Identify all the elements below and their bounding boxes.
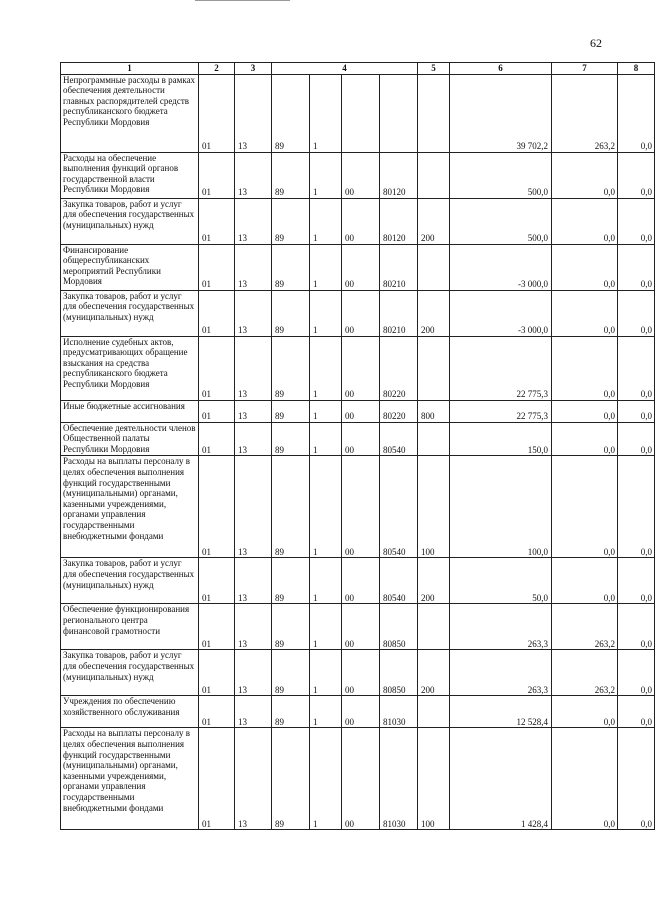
col-amount-8: 0,0 <box>618 604 655 650</box>
col-amount-8: 0,0 <box>618 728 655 830</box>
col-program: 89 <box>272 456 310 558</box>
col-direction: 80540 <box>380 558 418 604</box>
header-col-7: 7 <box>552 63 618 75</box>
col-amount-6: 263,3 <box>450 604 552 650</box>
row-name-cell <box>61 696 199 728</box>
col-program: 89 <box>272 558 310 604</box>
col-subprogram: 1 <box>310 152 342 198</box>
col-subprogram: 1 <box>310 696 342 728</box>
table-row <box>61 422 655 456</box>
row-name: Исполнение судебных актов, предусматривающих обращение взыскания на средства республиканского бюджета Республики Мордовия <box>63 336 188 389</box>
col-subprogram: 1 <box>310 198 342 244</box>
col-amount-8: 0,0 <box>618 400 655 422</box>
col-event: 00 <box>342 290 380 336</box>
table-row <box>61 290 655 336</box>
col-direction: 81030 <box>380 728 418 830</box>
col-program: 89 <box>272 728 310 830</box>
row-name: Непрограммные расходы в рамках обеспечения деятельности главных распорядителей средств республиканского бюджета Республики Мордовия <box>63 74 196 127</box>
col-amount-6: -3 000,0 <box>450 244 552 290</box>
col-subprogram: 1 <box>310 244 342 290</box>
row-name: Закупка товаров, работ и услуг для обеспечения государственных (муниципальных) нужд <box>63 290 195 322</box>
col-section: 01 <box>199 728 235 830</box>
col-event: 00 <box>342 152 380 198</box>
row-name: Учреждения по обеспечению хозяйственного обслуживания <box>63 696 180 717</box>
table-row <box>61 558 655 604</box>
col-event: 00 <box>342 456 380 558</box>
col-event: 00 <box>342 198 380 244</box>
row-name: Закупка товаров, работ и услуг для обеспечения государственных (муниципальных) нужд <box>63 650 195 682</box>
row-name-cell <box>61 604 199 650</box>
col-amount-8: 0,0 <box>618 558 655 604</box>
row-name: Обеспечение деятельности членов Общественной палаты Республики Мордовия <box>63 422 196 454</box>
col-section: 01 <box>199 244 235 290</box>
col-amount-6: 263,3 <box>450 650 552 696</box>
col-amount-7: 263,2 <box>552 604 618 650</box>
row-name-cell <box>61 74 199 152</box>
col-expense-type: 200 <box>418 198 450 244</box>
col-section: 01 <box>199 74 235 152</box>
col-amount-6: 50,0 <box>450 558 552 604</box>
col-subsection: 13 <box>235 604 272 650</box>
col-amount-8: 0,0 <box>618 336 655 400</box>
col-amount-6: 12 528,4 <box>450 696 552 728</box>
col-amount-6: 150,0 <box>450 422 552 456</box>
col-subprogram: 1 <box>310 456 342 558</box>
col-section: 01 <box>199 400 235 422</box>
table-row <box>61 456 655 558</box>
header-col-3: 3 <box>235 63 272 75</box>
col-program: 89 <box>272 290 310 336</box>
col-subsection: 13 <box>235 290 272 336</box>
col-amount-7: 0,0 <box>552 558 618 604</box>
col-amount-8: 0,0 <box>618 244 655 290</box>
col-subsection: 13 <box>235 650 272 696</box>
row-name-cell <box>61 422 199 456</box>
col-section: 01 <box>199 152 235 198</box>
col-section: 01 <box>199 336 235 400</box>
col-event: 00 <box>342 244 380 290</box>
col-direction: 80850 <box>380 650 418 696</box>
col-amount-8: 0,0 <box>618 290 655 336</box>
col-amount-7: 0,0 <box>552 198 618 244</box>
col-direction: 80120 <box>380 152 418 198</box>
table-row <box>61 198 655 244</box>
table-row <box>61 604 655 650</box>
col-program: 89 <box>272 422 310 456</box>
col-subprogram: 1 <box>310 558 342 604</box>
row-name: Иные бюджетные ассигнования <box>63 400 185 411</box>
row-name-cell <box>61 244 199 290</box>
row-name-cell <box>61 650 199 696</box>
col-subprogram: 1 <box>310 604 342 650</box>
col-subsection: 13 <box>235 422 272 456</box>
col-amount-6: 1 428,4 <box>450 728 552 830</box>
header-row <box>61 63 655 75</box>
col-direction: 80220 <box>380 400 418 422</box>
row-name: Закупка товаров, работ и услуг для обеспечения государственных (муниципальных) нужд <box>63 198 195 230</box>
col-amount-6: 500,0 <box>450 198 552 244</box>
col-amount-6: 22 775,3 <box>450 336 552 400</box>
top-edge-line <box>195 0 290 1</box>
header-col-4: 4 <box>272 63 418 75</box>
table-row <box>61 696 655 728</box>
table-row <box>61 336 655 400</box>
col-amount-7: 0,0 <box>552 290 618 336</box>
col-section: 01 <box>199 650 235 696</box>
col-program: 89 <box>272 152 310 198</box>
col-expense-type: 800 <box>418 400 450 422</box>
col-direction: 80210 <box>380 290 418 336</box>
col-amount-7: 263,2 <box>552 74 618 152</box>
col-expense-type <box>418 422 450 456</box>
col-expense-type: 200 <box>418 558 450 604</box>
col-program: 89 <box>272 244 310 290</box>
col-section: 01 <box>199 198 235 244</box>
row-name-cell <box>61 558 199 604</box>
col-amount-7: 263,2 <box>552 650 618 696</box>
budget-table <box>60 62 655 830</box>
col-subsection: 13 <box>235 400 272 422</box>
col-subprogram: 1 <box>310 336 342 400</box>
col-amount-6: 500,0 <box>450 152 552 198</box>
col-amount-7: 0,0 <box>552 152 618 198</box>
col-direction <box>380 74 418 152</box>
col-subsection: 13 <box>235 456 272 558</box>
col-amount-8: 0,0 <box>618 422 655 456</box>
col-amount-7: 0,0 <box>552 336 618 400</box>
col-subprogram: 1 <box>310 400 342 422</box>
col-amount-6: 100,0 <box>450 456 552 558</box>
col-subsection: 13 <box>235 244 272 290</box>
col-direction: 80210 <box>380 244 418 290</box>
row-name-cell <box>61 290 199 336</box>
col-expense-type <box>418 244 450 290</box>
row-name: Финансирование общереспубликанских мероприятий Республики Мордовия <box>63 244 161 287</box>
col-program: 89 <box>272 400 310 422</box>
row-name: Расходы на выплаты персоналу в целях обеспечения выполнения функций государственными (муниципальными) органами, казенными учреждениями, органами управления государственными внебюджетными фондами <box>63 728 190 813</box>
col-event: 00 <box>342 650 380 696</box>
col-subprogram: 1 <box>310 74 342 152</box>
row-name: Расходы на выплаты персоналу в целях обеспечения выполнения функций государственными (муниципальными) органами, казенными учреждениями, органами управления государственными внебюджетными фондами <box>63 456 190 541</box>
col-section: 01 <box>199 422 235 456</box>
col-program: 89 <box>272 604 310 650</box>
col-expense-type: 100 <box>418 456 450 558</box>
row-name: Обеспечение функционирования регионального центра финансовой грамотности <box>63 604 190 636</box>
table-row <box>61 244 655 290</box>
col-program: 89 <box>272 198 310 244</box>
header-col-8: 8 <box>618 63 655 75</box>
col-section: 01 <box>199 290 235 336</box>
col-program: 89 <box>272 650 310 696</box>
col-event: 00 <box>342 422 380 456</box>
table-row <box>61 728 655 830</box>
col-direction: 80120 <box>380 198 418 244</box>
header-col-1: 1 <box>61 63 199 75</box>
col-program: 89 <box>272 74 310 152</box>
table-row <box>61 400 655 422</box>
header-col-6: 6 <box>450 63 552 75</box>
col-section: 01 <box>199 604 235 650</box>
row-name: Закупка товаров, работ и услуг для обеспечения государственных (муниципальных) нужд <box>63 558 195 590</box>
row-name-cell <box>61 456 199 558</box>
col-subsection: 13 <box>235 74 272 152</box>
col-program: 89 <box>272 696 310 728</box>
col-expense-type <box>418 74 450 152</box>
col-subprogram: 1 <box>310 650 342 696</box>
col-amount-6: 39 702,2 <box>450 74 552 152</box>
table-row <box>61 152 655 198</box>
row-name-cell <box>61 198 199 244</box>
col-amount-7: 0,0 <box>552 728 618 830</box>
col-amount-8: 0,0 <box>618 696 655 728</box>
col-direction: 81030 <box>380 696 418 728</box>
col-amount-7: 0,0 <box>552 400 618 422</box>
col-expense-type: 200 <box>418 650 450 696</box>
col-amount-6: -3 000,0 <box>450 290 552 336</box>
col-program: 89 <box>272 336 310 400</box>
table-row <box>61 650 655 696</box>
row-name-cell <box>61 400 199 422</box>
row-name: Расходы на обеспечение выполнения функций органов государственной власти Республики Мордовия <box>63 152 179 195</box>
col-amount-8: 0,0 <box>618 650 655 696</box>
col-subsection: 13 <box>235 696 272 728</box>
row-name-cell <box>61 152 199 198</box>
col-section: 01 <box>199 558 235 604</box>
col-expense-type <box>418 336 450 400</box>
header-col-2: 2 <box>199 63 235 75</box>
col-expense-type <box>418 152 450 198</box>
col-event: 00 <box>342 336 380 400</box>
col-direction: 80540 <box>380 456 418 558</box>
col-direction: 80850 <box>380 604 418 650</box>
col-event <box>342 74 380 152</box>
col-amount-7: 0,0 <box>552 696 618 728</box>
col-event: 00 <box>342 400 380 422</box>
col-amount-7: 0,0 <box>552 456 618 558</box>
page-number: 62 <box>590 36 602 50</box>
col-direction: 80220 <box>380 336 418 400</box>
col-subprogram: 1 <box>310 728 342 830</box>
col-amount-7: 0,0 <box>552 422 618 456</box>
col-expense-type <box>418 604 450 650</box>
col-amount-8: 0,0 <box>618 456 655 558</box>
col-amount-8: 0,0 <box>618 152 655 198</box>
col-amount-7: 0,0 <box>552 244 618 290</box>
col-subsection: 13 <box>235 336 272 400</box>
col-expense-type: 100 <box>418 728 450 830</box>
col-amount-8: 0,0 <box>618 198 655 244</box>
col-expense-type <box>418 696 450 728</box>
col-subprogram: 1 <box>310 422 342 456</box>
col-direction: 80540 <box>380 422 418 456</box>
col-section: 01 <box>199 696 235 728</box>
col-section: 01 <box>199 456 235 558</box>
col-subsection: 13 <box>235 558 272 604</box>
row-name-cell <box>61 336 199 400</box>
col-event: 00 <box>342 696 380 728</box>
col-subsection: 13 <box>235 198 272 244</box>
table-row <box>61 74 655 152</box>
col-event: 00 <box>342 604 380 650</box>
col-event: 00 <box>342 728 380 830</box>
col-amount-8: 0,0 <box>618 74 655 152</box>
col-subsection: 13 <box>235 728 272 830</box>
col-subsection: 13 <box>235 152 272 198</box>
col-event: 00 <box>342 558 380 604</box>
row-name-cell <box>61 728 199 830</box>
col-expense-type: 200 <box>418 290 450 336</box>
header-col-5: 5 <box>418 63 450 75</box>
col-subprogram: 1 <box>310 290 342 336</box>
col-amount-6: 22 775,3 <box>450 400 552 422</box>
